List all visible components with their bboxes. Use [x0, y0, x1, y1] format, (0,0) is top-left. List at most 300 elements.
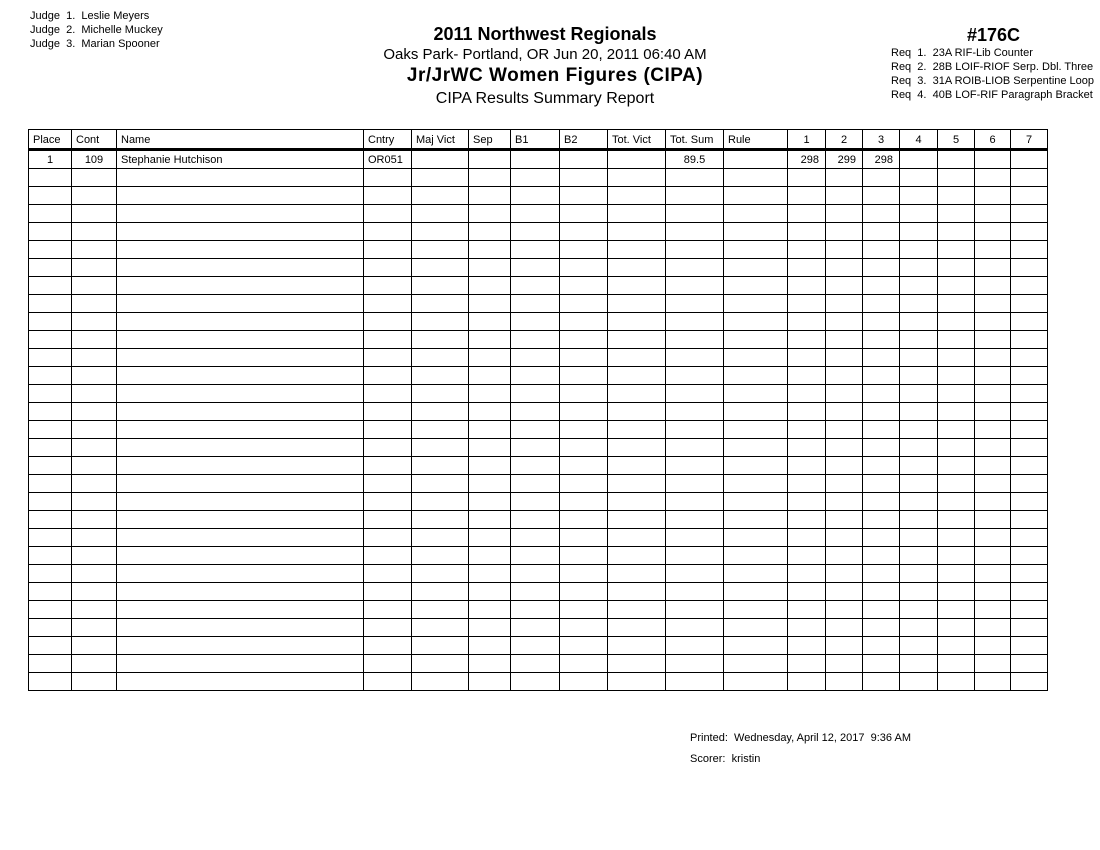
- table-cell: [788, 331, 826, 349]
- table-cell: [975, 511, 1011, 529]
- table-cell: [608, 403, 666, 421]
- table-cell: [29, 655, 72, 673]
- table-cell: [975, 583, 1011, 601]
- table-cell: [560, 223, 608, 241]
- table-cell: [469, 547, 511, 565]
- table-cell: [117, 547, 364, 565]
- table-cell: [72, 331, 117, 349]
- table-cell: [117, 187, 364, 205]
- table-cell: [1011, 421, 1048, 439]
- table-cell: [1011, 511, 1048, 529]
- table-cell: [608, 673, 666, 691]
- table-cell: [117, 601, 364, 619]
- table-cell: [900, 259, 938, 277]
- table-cell: [117, 421, 364, 439]
- table-cell: [72, 457, 117, 475]
- table-cell: [975, 637, 1011, 655]
- table-cell: [724, 529, 788, 547]
- table-cell: [826, 529, 863, 547]
- column-header-13: 3: [863, 130, 900, 150]
- table-cell: [72, 511, 117, 529]
- table-cell: [511, 367, 560, 385]
- table-cell: [364, 457, 412, 475]
- table-cell: [117, 277, 364, 295]
- table-cell: [412, 439, 469, 457]
- table-cell: [724, 385, 788, 403]
- table-cell: [29, 529, 72, 547]
- table-row: [29, 403, 1048, 421]
- table-cell: [511, 241, 560, 259]
- table-cell: [788, 457, 826, 475]
- table-cell: [469, 475, 511, 493]
- table-cell: [29, 169, 72, 187]
- table-cell: [826, 367, 863, 385]
- table-cell: [412, 619, 469, 637]
- table-cell: [511, 583, 560, 601]
- table-cell: [469, 403, 511, 421]
- table-cell: [608, 565, 666, 583]
- table-cell: [29, 583, 72, 601]
- table-cell: [117, 493, 364, 511]
- table-cell: [900, 205, 938, 223]
- table-cell: [560, 150, 608, 169]
- table-cell: [72, 529, 117, 547]
- table-cell: [412, 547, 469, 565]
- table-cell: [560, 403, 608, 421]
- table-cell: [938, 223, 975, 241]
- table-row: [29, 637, 1048, 655]
- table-cell: [666, 205, 724, 223]
- table-cell: [666, 511, 724, 529]
- table-cell: [29, 637, 72, 655]
- table-cell: 299: [826, 150, 863, 169]
- table-cell: [900, 475, 938, 493]
- table-cell: [788, 205, 826, 223]
- table-cell: [1011, 493, 1048, 511]
- table-cell: [863, 259, 900, 277]
- table-cell: [938, 529, 975, 547]
- table-cell: 298: [788, 150, 826, 169]
- table-cell: [469, 565, 511, 583]
- table-cell: [29, 385, 72, 403]
- table-cell: [975, 655, 1011, 673]
- table-cell: [608, 277, 666, 295]
- table-row: [29, 277, 1048, 295]
- table-cell: [29, 241, 72, 259]
- table-cell: [938, 295, 975, 313]
- table-cell: [724, 277, 788, 295]
- table-cell: [788, 259, 826, 277]
- table-cell: [975, 169, 1011, 187]
- table-cell: [469, 439, 511, 457]
- table-cell: [364, 511, 412, 529]
- table-cell: [938, 205, 975, 223]
- table-cell: [1011, 187, 1048, 205]
- table-cell: [863, 385, 900, 403]
- table-cell: [72, 241, 117, 259]
- table-cell: [608, 313, 666, 331]
- table-cell: [364, 169, 412, 187]
- table-cell: [117, 475, 364, 493]
- table-cell: [666, 619, 724, 637]
- table-cell: [364, 673, 412, 691]
- table-row: [29, 295, 1048, 313]
- table-cell: [412, 583, 469, 601]
- table-cell: [560, 169, 608, 187]
- table-cell: [1011, 439, 1048, 457]
- table-cell: [511, 475, 560, 493]
- table-cell: [863, 403, 900, 421]
- table-cell: [666, 583, 724, 601]
- table-cell: [117, 205, 364, 223]
- table-cell: [29, 511, 72, 529]
- table-cell: [469, 655, 511, 673]
- table-cell: [826, 475, 863, 493]
- table-cell: [364, 619, 412, 637]
- table-cell: [900, 403, 938, 421]
- table-cell: [560, 277, 608, 295]
- table-cell: [469, 259, 511, 277]
- table-cell: [29, 259, 72, 277]
- table-cell: [469, 421, 511, 439]
- table-cell: [900, 187, 938, 205]
- table-cell: [29, 439, 72, 457]
- table-cell: [560, 529, 608, 547]
- table-cell: [29, 547, 72, 565]
- table-cell: [511, 421, 560, 439]
- table-cell: [29, 313, 72, 331]
- table-cell: 298: [863, 150, 900, 169]
- table-cell: [826, 565, 863, 583]
- table-row: [29, 259, 1048, 277]
- table-cell: [863, 493, 900, 511]
- table-cell: [724, 619, 788, 637]
- table-cell: [412, 493, 469, 511]
- table-cell: [117, 439, 364, 457]
- table-cell: [900, 169, 938, 187]
- table-cell: [724, 655, 788, 673]
- judge-2: Judge 2. Michelle Muckey: [30, 24, 163, 36]
- table-cell: [72, 187, 117, 205]
- table-cell: [364, 493, 412, 511]
- table-cell: [1011, 637, 1048, 655]
- table-cell: [29, 421, 72, 439]
- table-cell: [938, 493, 975, 511]
- table-cell: [72, 385, 117, 403]
- table-cell: [975, 619, 1011, 637]
- table-cell: [511, 529, 560, 547]
- table-cell: [666, 475, 724, 493]
- table-cell: [826, 673, 863, 691]
- table-cell: [412, 673, 469, 691]
- table-cell: [412, 511, 469, 529]
- table-cell: [788, 619, 826, 637]
- column-header-3: Cntry: [364, 130, 412, 150]
- table-cell: [560, 673, 608, 691]
- table-cell: [117, 349, 364, 367]
- table-cell: [826, 511, 863, 529]
- table-cell: [117, 313, 364, 331]
- table-cell: [863, 205, 900, 223]
- table-cell: [72, 439, 117, 457]
- table-cell: [117, 511, 364, 529]
- table-cell: [29, 493, 72, 511]
- table-cell: [469, 187, 511, 205]
- table-cell: [826, 439, 863, 457]
- table-cell: [788, 223, 826, 241]
- table-cell: [666, 187, 724, 205]
- table-cell: [364, 223, 412, 241]
- table-cell: [469, 349, 511, 367]
- table-cell: [863, 637, 900, 655]
- table-cell: [364, 331, 412, 349]
- table-row: [29, 583, 1048, 601]
- table-cell: [364, 259, 412, 277]
- table-cell: [364, 601, 412, 619]
- table-cell: [826, 313, 863, 331]
- table-cell: [938, 601, 975, 619]
- requirement-3: Req 3. 31A ROIB-LIOB Serpentine Loop: [891, 75, 1095, 87]
- table-cell: [469, 331, 511, 349]
- table-cell: [511, 169, 560, 187]
- table-cell: [1011, 475, 1048, 493]
- scorer: Scorer: kristin: [690, 753, 761, 765]
- table-cell: [666, 295, 724, 313]
- table-cell: [608, 187, 666, 205]
- table-cell: [1011, 673, 1048, 691]
- table-cell: [938, 277, 975, 295]
- table-cell: [1011, 331, 1048, 349]
- table-cell: [1011, 313, 1048, 331]
- table-cell: [975, 259, 1011, 277]
- table-cell: [938, 583, 975, 601]
- table-cell: [412, 385, 469, 403]
- table-cell: [29, 187, 72, 205]
- table-row: [29, 565, 1048, 583]
- table-cell: [900, 637, 938, 655]
- table-row: [29, 169, 1048, 187]
- table-cell: [511, 403, 560, 421]
- table-cell: [469, 277, 511, 295]
- requirement-4: Req 4. 40B LOF-RIF Paragraph Bracket: [891, 89, 1093, 101]
- table-cell: [412, 457, 469, 475]
- table-cell: [608, 511, 666, 529]
- table-body: [29, 150, 1048, 691]
- table-cell: [938, 403, 975, 421]
- table-cell: [72, 637, 117, 655]
- table-cell: [560, 565, 608, 583]
- column-header-15: 5: [938, 130, 975, 150]
- table-cell: [29, 403, 72, 421]
- table-cell: [117, 655, 364, 673]
- table-cell: [469, 169, 511, 187]
- table-cell: [938, 169, 975, 187]
- table-cell: [560, 385, 608, 403]
- table-cell: [560, 475, 608, 493]
- table-cell: [511, 313, 560, 331]
- table-cell: [364, 385, 412, 403]
- table-cell: [560, 205, 608, 223]
- table-cell: [666, 493, 724, 511]
- table-cell: [29, 601, 72, 619]
- table-cell: [608, 169, 666, 187]
- table-cell: [938, 439, 975, 457]
- table-cell: [826, 547, 863, 565]
- table-cell: 89.5: [666, 150, 724, 169]
- table-row: [29, 547, 1048, 565]
- table-cell: [72, 601, 117, 619]
- table-cell: [900, 150, 938, 169]
- table-cell: [863, 601, 900, 619]
- table-cell: [72, 493, 117, 511]
- table-row: [29, 439, 1048, 457]
- table-cell: [72, 259, 117, 277]
- table-cell: [788, 547, 826, 565]
- table-cell: [975, 439, 1011, 457]
- table-cell: [826, 403, 863, 421]
- judges-list: [30, 9, 163, 51]
- column-header-14: 4: [900, 130, 938, 150]
- table-cell: [863, 421, 900, 439]
- table-cell: [900, 385, 938, 403]
- table-cell: [608, 547, 666, 565]
- table-cell: [788, 511, 826, 529]
- table-row: [29, 421, 1048, 439]
- table-cell: [724, 637, 788, 655]
- table-cell: [511, 205, 560, 223]
- table-cell: [938, 547, 975, 565]
- table-cell: [666, 331, 724, 349]
- table-cell: [511, 277, 560, 295]
- judge-3: Judge 3. Marian Spooner: [30, 38, 160, 50]
- table-cell: [364, 403, 412, 421]
- table-cell: [975, 313, 1011, 331]
- table-cell: [826, 295, 863, 313]
- table-cell: [560, 331, 608, 349]
- table-cell: [788, 637, 826, 655]
- table-cell: [938, 637, 975, 655]
- table-cell: [788, 583, 826, 601]
- table-cell: [29, 205, 72, 223]
- table-cell: [469, 313, 511, 331]
- table-cell: [72, 655, 117, 673]
- table-cell: [863, 223, 900, 241]
- table-cell: [666, 313, 724, 331]
- table-cell: [469, 367, 511, 385]
- column-header-16: 6: [975, 130, 1011, 150]
- table-cell: [412, 637, 469, 655]
- table-cell: [900, 349, 938, 367]
- table-cell: [938, 241, 975, 259]
- table-cell: [666, 385, 724, 403]
- table-cell: [1011, 565, 1048, 583]
- table-cell: [469, 493, 511, 511]
- table-cell: [511, 673, 560, 691]
- table-cell: [666, 655, 724, 673]
- table-cell: [1011, 349, 1048, 367]
- table-cell: [863, 331, 900, 349]
- table-cell: [1011, 403, 1048, 421]
- table-cell: [788, 187, 826, 205]
- table-cell: [560, 367, 608, 385]
- table-cell: [560, 439, 608, 457]
- table-cell: [666, 601, 724, 619]
- table-cell: [975, 295, 1011, 313]
- table-row: [29, 619, 1048, 637]
- table-cell: [938, 367, 975, 385]
- table-cell: [788, 169, 826, 187]
- table-cell: [412, 367, 469, 385]
- table-cell: [863, 565, 900, 583]
- table-cell: [412, 187, 469, 205]
- table-cell: [412, 421, 469, 439]
- judge-1: Judge 1. Leslie Meyers: [30, 10, 150, 22]
- table-cell: [900, 655, 938, 673]
- table-cell: [788, 529, 826, 547]
- column-header-7: B2: [560, 130, 608, 150]
- table-cell: [364, 367, 412, 385]
- table-cell: [938, 259, 975, 277]
- table-cell: [724, 187, 788, 205]
- table-cell: [364, 187, 412, 205]
- table-cell: [608, 421, 666, 439]
- table-cell: [72, 349, 117, 367]
- table-cell: [863, 529, 900, 547]
- table-cell: [938, 421, 975, 439]
- table-cell: [364, 349, 412, 367]
- table-cell: [364, 439, 412, 457]
- table-cell: [863, 313, 900, 331]
- table-cell: [863, 547, 900, 565]
- table-cell: [666, 547, 724, 565]
- table-cell: [900, 223, 938, 241]
- table-cell: [1011, 223, 1048, 241]
- table-cell: [72, 583, 117, 601]
- table-cell: [900, 277, 938, 295]
- table-cell: [117, 385, 364, 403]
- table-cell: [724, 205, 788, 223]
- table-cell: [975, 529, 1011, 547]
- table-cell: [511, 637, 560, 655]
- table-cell: [826, 457, 863, 475]
- table-cell: [608, 241, 666, 259]
- report-title: CIPA Results Summary Report: [435, 90, 655, 107]
- table-cell: [117, 241, 364, 259]
- table-cell: [72, 205, 117, 223]
- table-cell: [608, 529, 666, 547]
- table-cell: [975, 349, 1011, 367]
- table-cell: [900, 511, 938, 529]
- column-header-1: Cont: [72, 130, 117, 150]
- table-cell: [412, 529, 469, 547]
- table-cell: [469, 619, 511, 637]
- table-cell: [975, 403, 1011, 421]
- table-cell: [412, 601, 469, 619]
- printed-date: Printed: Wednesday, April 12, 2017 9:36 AM: [690, 732, 911, 744]
- table-cell: [788, 601, 826, 619]
- column-header-17: 7: [1011, 130, 1048, 150]
- table-cell: [938, 313, 975, 331]
- table-cell: [511, 511, 560, 529]
- table-cell: [364, 565, 412, 583]
- table-cell: [560, 655, 608, 673]
- table-cell: [788, 367, 826, 385]
- table-cell: [666, 529, 724, 547]
- table-cell: [1011, 295, 1048, 313]
- event-number: #176C: [966, 25, 1021, 45]
- column-header-10: Rule: [724, 130, 788, 150]
- table-cell: [863, 655, 900, 673]
